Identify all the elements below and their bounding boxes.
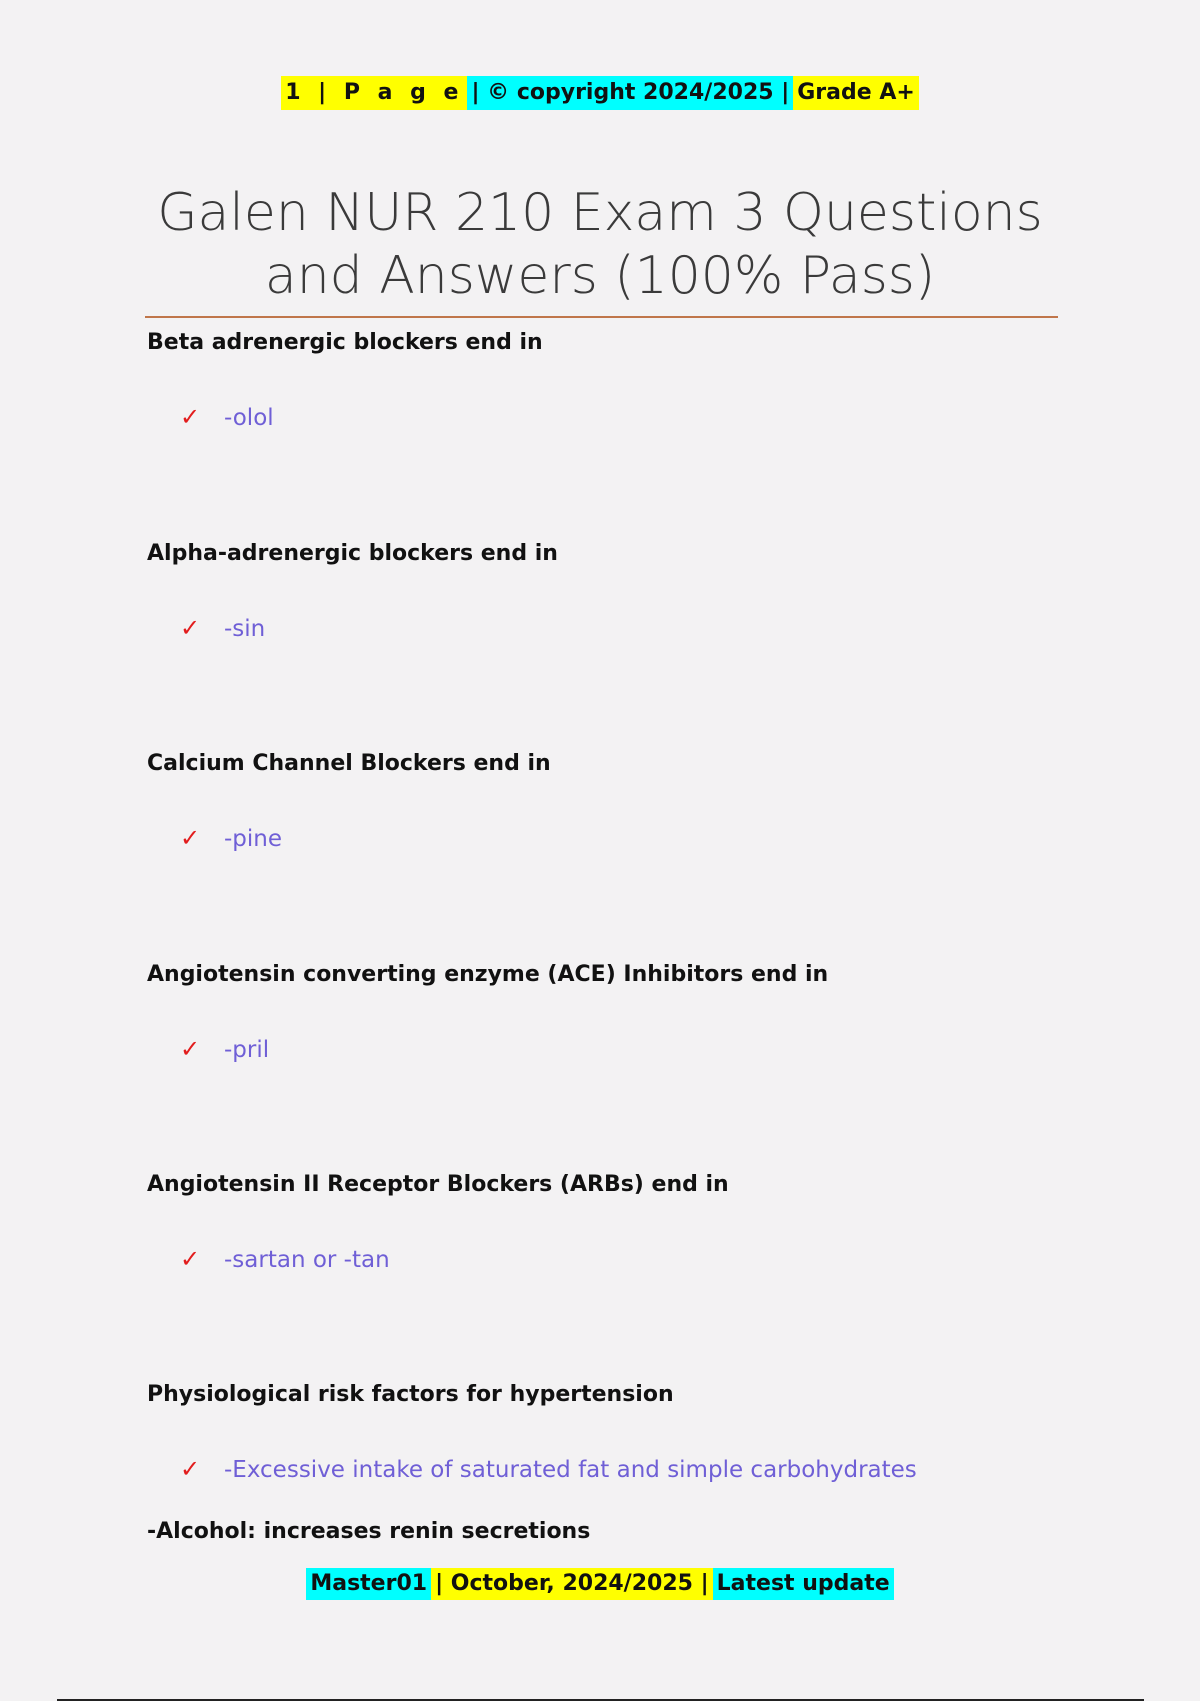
checkmark-icon: ✓ [180, 1245, 201, 1273]
document-title [145, 182, 1055, 308]
checkmark-icon: ✓ [180, 614, 201, 642]
answer-text: -Excessive intake of saturated fat and simple carbohydrates [224, 1457, 917, 1483]
update-label: Latest update [713, 1568, 894, 1600]
checkmark-icon: ✓ [180, 824, 201, 852]
question-text: Physiological risk factors for hypertension [147, 1382, 674, 1407]
answer-row [147, 1454, 1147, 1486]
answer-continuation: -Alcohol: increases renin secretions [147, 1519, 591, 1544]
author-label: Master01 [306, 1568, 431, 1600]
title-line-1: Galen NUR 210 Exam 3 Questions [157, 183, 1043, 243]
checkmark-icon: ✓ [180, 403, 201, 431]
title-line-2: and Answers (100% Pass) [264, 246, 936, 306]
answer-text: -sartan or -tan [224, 1247, 390, 1273]
answer-text: -pril [224, 1037, 270, 1063]
copyright-label: | © copyright 2024/2025 | [467, 76, 793, 110]
title-divider [145, 316, 1058, 318]
grade-label: Grade A+ [793, 76, 919, 110]
qa-item [147, 1380, 1147, 1486]
answer-text: -pine [224, 826, 283, 852]
answer-row [147, 402, 1147, 434]
qa-item [147, 1170, 1147, 1276]
date-label: | October, 2024/2025 | [431, 1568, 713, 1600]
page-header [0, 76, 1200, 110]
answer-text: -sin [224, 616, 266, 642]
page-number-label: 1 | P a g e [281, 76, 467, 110]
page-footer [0, 1568, 1200, 1600]
question-text: Angiotensin II Receptor Blockers (ARBs) end in [147, 1172, 729, 1197]
qa-item [147, 328, 1147, 434]
qa-item [147, 960, 1147, 1066]
question-text: Beta adrenergic blockers end in [147, 330, 543, 355]
answer-row [147, 1034, 1147, 1066]
answer-row [147, 1244, 1147, 1276]
answer-row [147, 613, 1147, 645]
answer-row [147, 823, 1147, 855]
qa-item [147, 749, 1147, 855]
question-text: Alpha-adrenergic blockers end in [147, 541, 558, 566]
checkmark-icon: ✓ [180, 1035, 201, 1063]
answer-text: -olol [224, 405, 274, 431]
qa-item [147, 539, 1147, 645]
question-text: Calcium Channel Blockers end in [147, 751, 551, 776]
checkmark-icon: ✓ [180, 1455, 201, 1483]
question-text: Angiotensin converting enzyme (ACE) Inhibitors end in [147, 962, 829, 987]
